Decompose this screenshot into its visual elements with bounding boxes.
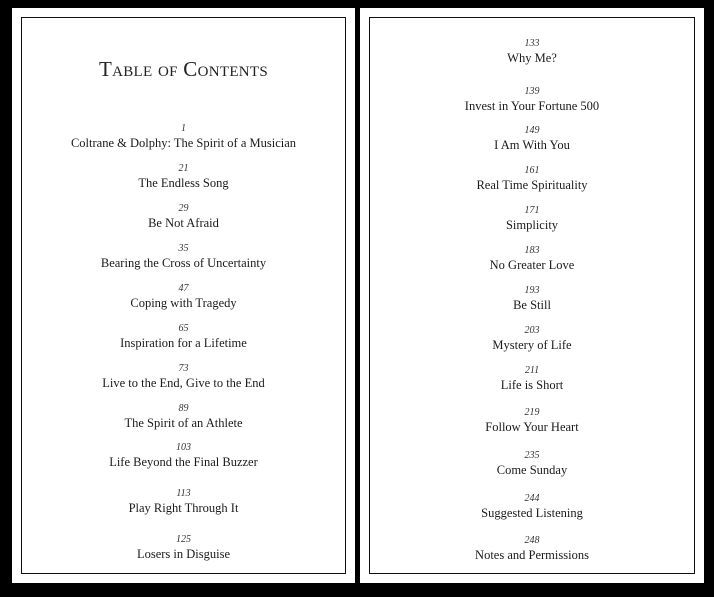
toc-entry — [360, 366, 704, 393]
toc-entry-title: The Endless Song — [138, 176, 229, 190]
toc-entry-title: Play Right Through It — [128, 501, 239, 515]
toc-entry — [360, 326, 704, 353]
toc-entry-title: Inspiration for a Lifetime — [120, 336, 247, 350]
toc-entry-page-number: 244 — [524, 493, 540, 504]
toc-entry — [360, 126, 704, 153]
toc-entry-title: Notes and Permissions — [475, 548, 589, 562]
toc-entry-title: Suggested Listening — [481, 506, 583, 520]
toc-entry — [360, 87, 704, 114]
toc-entry-page-number: 171 — [524, 205, 540, 216]
toc-entry — [12, 124, 355, 151]
toc-entry — [12, 489, 355, 516]
toc-entry-title: I Am With You — [494, 138, 570, 152]
toc-entry-title: No Greater Love — [489, 258, 575, 272]
toc-entry-page-number: 89 — [178, 403, 189, 414]
toc-entry-page-number: 161 — [524, 165, 540, 176]
toc-entry-page-number: 193 — [524, 285, 540, 296]
toc-entry-page-number: 73 — [178, 363, 189, 374]
toc-entry-title: Mystery of Life — [492, 338, 572, 352]
right-page — [360, 8, 704, 583]
toc-title: Table of Contents — [98, 57, 269, 81]
left-page — [12, 8, 355, 583]
toc-entry-title: Live to the End, Give to the End — [102, 376, 265, 390]
toc-entry-page-number: 203 — [524, 325, 540, 336]
toc-entry-title: Follow Your Heart — [485, 420, 579, 434]
toc-entry-page-number: 47 — [178, 283, 189, 294]
toc-entry — [360, 286, 704, 313]
toc-entry-title: Be Not Afraid — [148, 216, 219, 230]
toc-entry-title: Coltrane & Dolphy: The Spirit of a Musician — [70, 136, 297, 150]
toc-entry-page-number: 103 — [176, 442, 191, 453]
toc-entry-title: Invest in Your Fortune 500 — [464, 99, 600, 113]
toc-entry — [360, 206, 704, 233]
toc-entry — [12, 284, 355, 311]
toc-entry-title: Losers in Disguise — [136, 547, 231, 561]
toc-entry-page-number: 113 — [176, 488, 191, 499]
toc-entry-title: Bearing the Cross of Uncertainty — [100, 256, 267, 270]
toc-entry — [12, 443, 355, 470]
toc-entry-page-number: 133 — [524, 38, 540, 49]
toc-entry-page-number: 29 — [178, 203, 189, 214]
toc-entry-title: Simplicity — [505, 218, 559, 232]
toc-entry — [360, 451, 704, 478]
toc-entry-page-number: 219 — [524, 407, 540, 418]
toc-entry — [12, 324, 355, 351]
toc-entry-page-number: 183 — [524, 245, 540, 256]
toc-entry — [360, 408, 704, 435]
toc-entry-page-number: 1 — [181, 123, 186, 134]
toc-entry — [12, 244, 355, 271]
toc-entry-title: Real Time Spirituality — [476, 178, 588, 192]
toc-entry-page-number: 35 — [178, 243, 189, 254]
toc-entry — [12, 364, 355, 391]
toc-entry-title: Why Me? — [507, 51, 557, 65]
toc-entry-title: Be Still — [513, 298, 551, 312]
toc-entry-page-number: 149 — [524, 125, 540, 136]
toc-entry-page-number: 248 — [524, 535, 540, 546]
toc-entry — [360, 494, 704, 521]
toc-entry — [12, 204, 355, 231]
toc-entry-title: Life is Short — [500, 378, 564, 392]
toc-entry-page-number: 125 — [176, 534, 191, 545]
toc-entry-page-number: 235 — [524, 450, 540, 461]
toc-entry — [360, 246, 704, 273]
toc-entry-page-number: 211 — [524, 365, 540, 376]
toc-entry-title: The Spirit of an Athlete — [124, 416, 243, 430]
toc-entry — [360, 166, 704, 193]
toc-entry-page-number: 21 — [178, 163, 189, 174]
toc-entry — [360, 536, 704, 563]
toc-entry-page-number: 65 — [178, 323, 189, 334]
toc-entry — [12, 164, 355, 191]
toc-entry — [360, 39, 704, 66]
toc-entry — [12, 535, 355, 562]
toc-entry-title: Coping with Tragedy — [130, 296, 237, 310]
toc-entry-title: Come Sunday — [496, 463, 568, 477]
toc-entry-page-number: 139 — [524, 86, 540, 97]
toc-entry — [12, 404, 355, 431]
toc-entry-title: Life Beyond the Final Buzzer — [109, 455, 258, 469]
